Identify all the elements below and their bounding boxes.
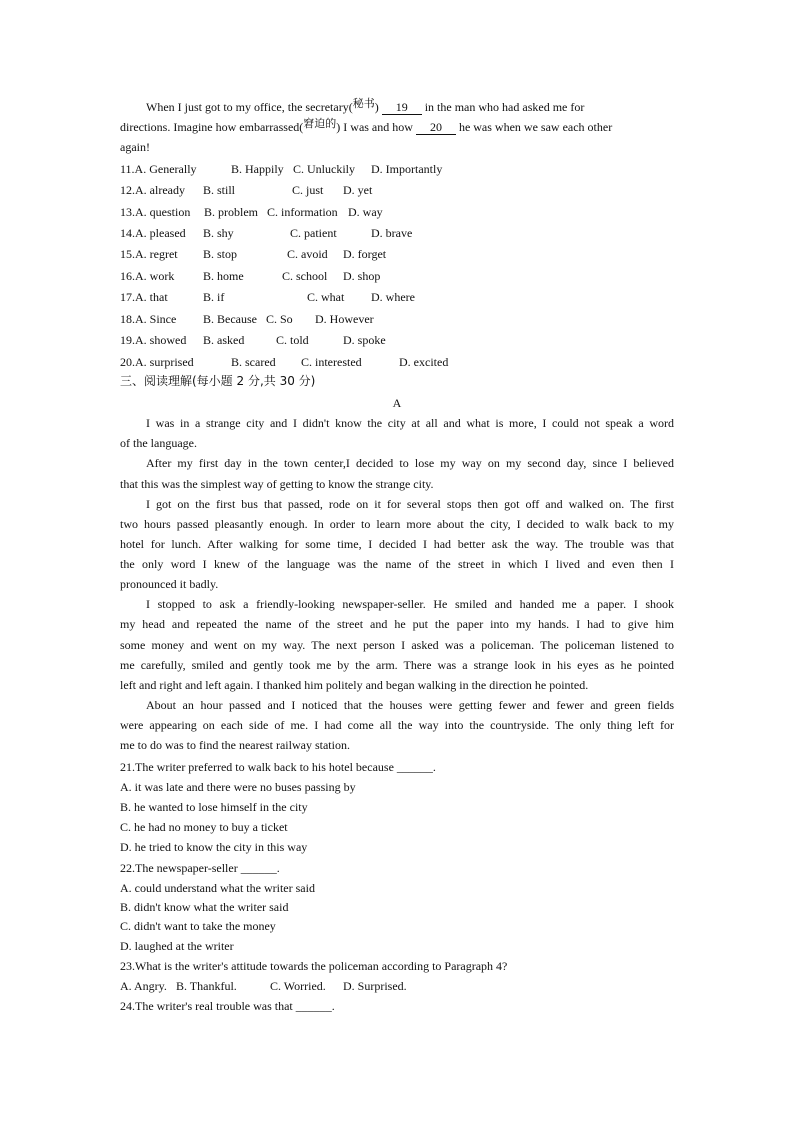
option-17-c: C. what [307, 290, 345, 304]
option-16-b: B. home [203, 269, 244, 283]
text: ) I was and how [336, 120, 416, 134]
option-11-d: D. Importantly [371, 162, 443, 176]
question-21-option-b: B. he wanted to lose himself in the city [120, 800, 308, 814]
text: he was when we saw each other [455, 120, 613, 134]
option-18-a: 18.A. Since [120, 312, 177, 326]
question-22-option-d: D. laughed at the writer [120, 939, 234, 953]
option-19-c: C. told [276, 333, 309, 347]
passage-line: I got on the first bus that passed, rode on it for several stops then got off and walked on. The first [146, 497, 674, 511]
question-21-option-c: C. he had no money to buy a ticket [120, 820, 288, 834]
option-18-c: C. So [266, 312, 293, 326]
option-11-c: C. Unluckily [293, 162, 355, 176]
passage-line: hotel for lunch. After walking for some time, I decided I had better ask the way. The trouble was that [120, 537, 674, 551]
option-12-c: C. just [292, 183, 324, 197]
passage-line: some money and went on my way. The next person I asked was a policeman. The policeman listened to [120, 638, 674, 652]
option-12-b: B. still [203, 183, 236, 197]
option-16-d: D. shop [343, 269, 381, 283]
text: directions. Imagine how embarrassed( [120, 120, 304, 134]
option-15-b: B. stop [203, 247, 238, 261]
option-12-d: D. yet [343, 183, 373, 197]
question-23-option-d: D. Surprised. [343, 979, 407, 993]
passage-line: About an hour passed and I noticed that the houses were getting fewer and fewer and green fields [146, 698, 674, 712]
option-14-c: C. patient [290, 226, 337, 240]
cloze-line-3: again! [120, 140, 150, 154]
section-heading: 三、阅读理解(每小题 2 分,共 30 分) [120, 374, 316, 388]
option-13-c: C. information [267, 205, 338, 219]
option-20-b: B. scared [231, 355, 276, 369]
question-23: 23.What is the writer's attitude towards the policeman according to Paragraph 4? [120, 959, 508, 973]
option-13-a: 13.A. question [120, 205, 191, 219]
option-19-a: 19.A. showed [120, 333, 187, 347]
question-24: 24.The writer's real trouble was that ______. [120, 999, 335, 1013]
text: ) [374, 100, 382, 114]
option-13-b: B. problem [204, 205, 258, 219]
option-11-a: 11.A. Generally [120, 162, 197, 176]
question-22: 22.The newspaper-seller ______. [120, 861, 280, 875]
passage-line: I stopped to ask a friendly-looking newspaper-seller. He smiled and handed me a paper. I shook [146, 597, 674, 611]
option-12-a: 12.A. already [120, 183, 185, 197]
option-14-b: B. shy [203, 226, 234, 240]
option-15-d: D. forget [343, 247, 387, 261]
option-14-a: 14.A. pleased [120, 226, 186, 240]
passage-line: were appearing on each side of me. I had come all the way into the countryside. The only thing left for [120, 718, 674, 732]
option-19-d: D. spoke [343, 333, 386, 347]
option-20-d: D. excited [399, 355, 449, 369]
option-17-b: B. if [203, 290, 225, 304]
annotation-zh: 窘迫的 [303, 118, 337, 130]
option-19-b: B. asked [203, 333, 245, 347]
passage-line: left and right and left again. I thanked him politely and began walking in the direction he pointed. [120, 678, 589, 692]
option-11-b: B. Happily [231, 162, 284, 176]
option-16-a: 16.A. work [120, 269, 175, 283]
passage-line: me to do was to find the nearest railway station. [120, 738, 350, 752]
cloze-line-2 [120, 119, 612, 136]
option-16-c: C. school [282, 269, 328, 283]
passage-label: A [392, 396, 402, 410]
text: in the man who had asked me for [421, 100, 585, 114]
option-20-c: C. interested [301, 355, 362, 369]
blank-19: 19 [382, 101, 422, 115]
option-14-d: D. brave [371, 226, 413, 240]
passage-line: of the language. [120, 436, 197, 450]
question-22-option-a: A. could understand what the writer said [120, 881, 315, 895]
question-22-option-b: B. didn't know what the writer said [120, 900, 289, 914]
option-20-a: 20.A. surprised [120, 355, 194, 369]
question-23-option-b: B. Thankful. [176, 979, 237, 993]
cloze-line-1 [146, 99, 584, 116]
option-15-a: 15.A. regret [120, 247, 178, 261]
passage-line: I was in a strange city and I didn't know the city at all and what is more, I could not speak a word [146, 416, 674, 430]
option-18-d: D. However [315, 312, 374, 326]
option-18-b: B. Because [203, 312, 257, 326]
passage-line: two hours passed pleasantly enough. In order to learn more about the city, I decided to walk back to my [120, 517, 674, 531]
option-17-d: D. where [371, 290, 415, 304]
passage-line: pronounced it badly. [120, 577, 219, 591]
passage-line: that this was the simplest way of getting to know the strange city. [120, 477, 434, 491]
text: When I just got to my office, the secretary( [146, 100, 353, 114]
question-21-option-a: A. it was late and there were no buses passing by [120, 780, 356, 794]
passage-line: me carefully, smiled and gently took me by the arm. There was a strange look in his eyes as he pointed [120, 658, 674, 672]
passage-line: my head and repeated the name of the street and he put the paper into my hands. I had to give him [120, 617, 674, 631]
option-15-c: C. avoid [287, 247, 328, 261]
annotation-zh: 秘书 [352, 98, 375, 110]
option-13-d: D. way [348, 205, 383, 219]
question-23-option-a: A. Angry. [120, 979, 167, 993]
question-22-option-c: C. didn't want to take the money [120, 919, 276, 933]
question-21-option-d: D. he tried to know the city in this way [120, 840, 308, 854]
passage-line: After my first day in the town center,I decided to lose my way on my second day, since I believed [146, 456, 674, 470]
option-17-a: 17.A. that [120, 290, 168, 304]
blank-20: 20 [416, 121, 456, 135]
passage-line: the only word I knew of the language was the name of the street in which I lived and even then I [120, 557, 674, 571]
question-21: 21.The writer preferred to walk back to his hotel because ______. [120, 760, 436, 774]
question-23-option-c: C. Worried. [270, 979, 326, 993]
